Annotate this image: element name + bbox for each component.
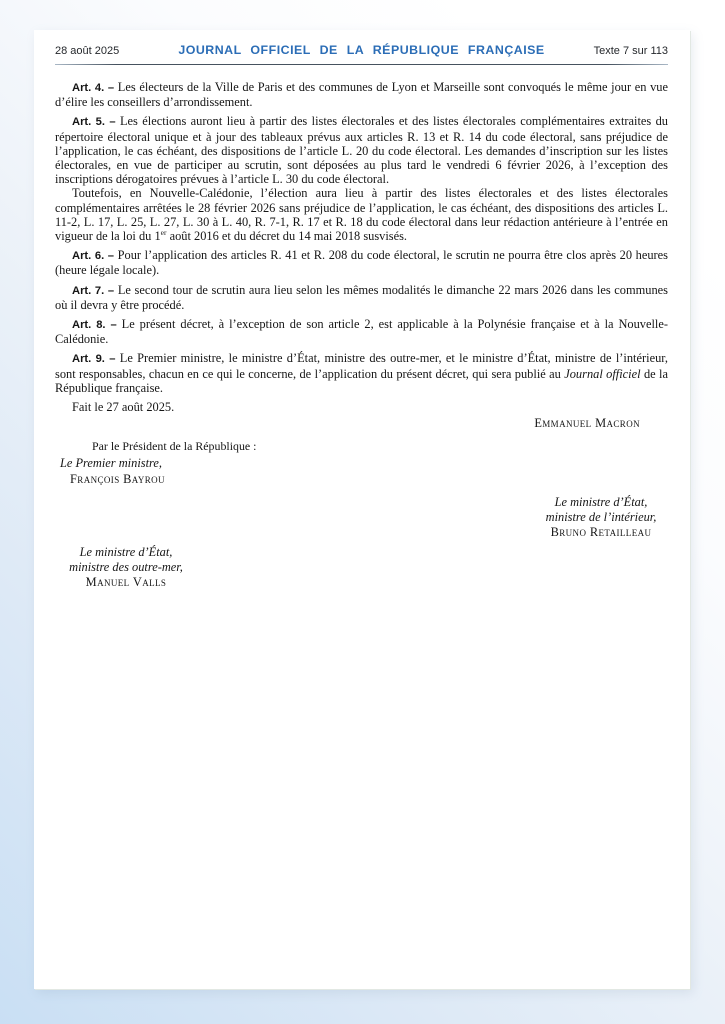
text-run: Le Premier ministre, le ministre d’État, ministre des outre-mer, et le ministre d’État, ministre de l’intérieur, sont responsables, chacun en ce qui le concerne, de l’application du présent décret, qui sera publié au (55, 351, 668, 381)
paragraph (55, 317, 668, 346)
text-run: er (160, 227, 167, 237)
minister-interior-signature (526, 495, 676, 540)
header-date: 28 août 2025 (55, 45, 120, 57)
pm-name: François Bayrou (70, 471, 165, 486)
text-run: août 2016 et du décret du 14 mai 2018 susvisés. (166, 229, 408, 244)
paragraph (55, 80, 668, 109)
text-run: Fait le 27 août 2025. (72, 400, 175, 415)
text-run: Art. 7. – (72, 284, 118, 297)
header-rule (55, 64, 668, 65)
minister-outremer-name: Manuel Valls (85, 575, 167, 590)
pm-title: Le Premier ministre, (60, 456, 162, 471)
text-run: Art. 6. – (72, 250, 118, 263)
text-run: de la République française. (55, 366, 668, 395)
minister-interior-title-2: ministre de l’intérieur, (545, 510, 657, 525)
text-run: Art. 8. – (72, 319, 122, 332)
paragraph (55, 248, 668, 277)
minister-outremer-signature (51, 545, 201, 590)
countersign-intro: Par le Président de la République : (92, 438, 257, 453)
text-run: Toutefois, en Nouvelle-Calédonie, l’élection aura lieu à partir des listes électorales et des listes électorales complémentaires arrêtées le 28 février 2026 sans préjudice de l’application, le cas échéant, des dispositions des articles L. 11-2, L. 17, L. 25, L. 27, L. 30 à L. 40, R. 7-1, R. 17 et R. 18 du code électoral dans leur rédaction antérieure à l’entrée en vigueur de la loi du 1 (55, 186, 668, 244)
text-run: Journal officiel (564, 366, 641, 381)
text-reference: Texte 7 sur 113 (593, 45, 669, 57)
paragraph (55, 186, 668, 243)
document-page (34, 30, 690, 989)
minister-interior-title-1: Le ministre d’État, (554, 495, 648, 510)
journal-title: JOURNAL OFFICIEL DE LA RÉPUBLIQUE FRANÇAISE (178, 43, 545, 57)
text-run: Le second tour de scrutin aura lieu selon les mêmes modalités le dimanche 22 mars 2026 dans les communes où il devra y être procédé. (55, 282, 668, 312)
text-run: Pour l’application des articles R. 41 et R. 208 du code électoral, le scrutin ne pourra être clos après 20 heures (heure légale locale). (55, 248, 668, 278)
paragraphs (55, 80, 668, 414)
paragraph (55, 400, 668, 414)
minister-interior-name: Bruno Retailleau (550, 525, 652, 540)
president-signature: Emmanuel Macron (534, 416, 640, 431)
minister-outremer-title-1: Le ministre d’État, (79, 545, 173, 560)
paragraph (55, 283, 668, 312)
text-run: Art. 5. – (72, 116, 120, 129)
text-run: Les élections auront lieu à partir des listes électorales et des listes électorales complémentaires extraites du répertoire électoral unique et à jour des tableaux prévus aux articles R. 13 et R. 14 du code électoral, sans préjudice de l’application, le cas échéant, des dispositions de l’article L. 20 du code électoral. Les demandes d’inscription sur les listes électorales, en vue de participer au scrutin, sont déposées au plus tard le vendredi 6 février 2026, à l’exception des inscriptions dérogatoires prévues à l’article L. 30 du code électoral. (55, 114, 668, 187)
signature-block (55, 416, 668, 590)
text-run: Le présent décret, à l’exception de son article 2, est applicable à la Polynésie française et à la Nouvelle-Calédonie. (55, 317, 668, 347)
text-run: Art. 4. – (72, 82, 118, 94)
text-run: Art. 9. – (72, 353, 120, 366)
paragraph (55, 114, 668, 186)
minister-outremer-title-2: ministre des outre-mer, (69, 560, 183, 575)
page-header (55, 43, 668, 57)
paragraph (55, 351, 668, 395)
text-run: Les électeurs de la Ville de Paris et des communes de Lyon et Marseille sont convoqués le même jour en vue d’élire les conseillers d’arrondissement. (55, 80, 668, 110)
